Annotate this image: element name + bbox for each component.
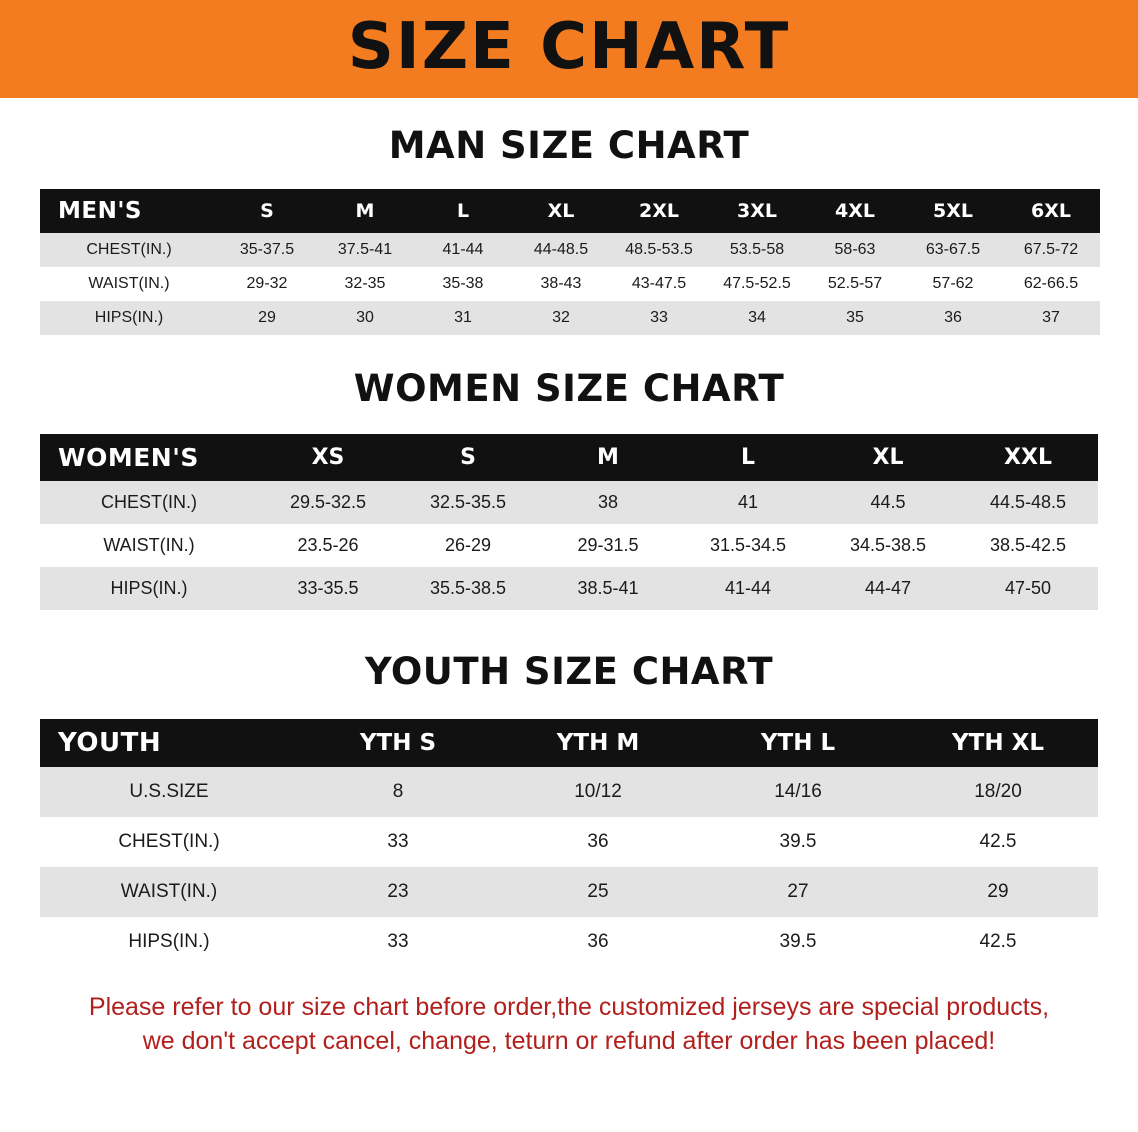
- women-size-header: M: [538, 434, 678, 481]
- man-size-header: 2XL: [610, 189, 708, 233]
- page-title: SIZE CHART: [347, 10, 791, 84]
- man-cell: 29: [218, 301, 316, 335]
- women-row-label: CHEST(IN.): [40, 481, 258, 524]
- youth-cell: 18/20: [898, 767, 1098, 817]
- man-cell: 62-66.5: [1002, 267, 1100, 301]
- women-section-title: WOMEN SIZE CHART: [353, 367, 785, 410]
- man-cell: 33: [610, 301, 708, 335]
- man-size-header: 4XL: [806, 189, 904, 233]
- youth-cell: 8: [298, 767, 498, 817]
- women-cell: 38: [538, 481, 678, 524]
- man-cell: 30: [316, 301, 414, 335]
- women-row-label: HIPS(IN.): [40, 567, 258, 610]
- man-cell: 44-48.5: [512, 233, 610, 267]
- man-cell: 32-35: [316, 267, 414, 301]
- youth-cell: 23: [298, 867, 498, 917]
- women-cell: 26-29: [398, 524, 538, 567]
- disclaimer-line-2: we don't accept cancel, change, teturn or refund after order has been placed!: [142, 1026, 996, 1055]
- man-cell: 37: [1002, 301, 1100, 335]
- women-cell: 44.5: [818, 481, 958, 524]
- youth-table-wrapper: [40, 719, 1098, 967]
- man-size-header: L: [414, 189, 512, 233]
- youth-size-header: YTH M: [498, 719, 698, 767]
- man-cell: 36: [904, 301, 1002, 335]
- youth-section-title: YOUTH SIZE CHART: [364, 650, 774, 693]
- youth-cell: 10/12: [498, 767, 698, 817]
- women-size-header: XXL: [958, 434, 1098, 481]
- youth-cell: 36: [498, 817, 698, 867]
- youth-cell: 39.5: [698, 817, 898, 867]
- women-size-header: XL: [818, 434, 958, 481]
- youth-size-header: YTH XL: [898, 719, 1098, 767]
- youth-size-table: [40, 719, 1098, 967]
- table-row: [40, 524, 1098, 567]
- man-cell: 35: [806, 301, 904, 335]
- youth-row-label: CHEST(IN.): [40, 817, 298, 867]
- women-cell: 23.5-26: [258, 524, 398, 567]
- women-corner-label: WOMEN'S: [40, 434, 258, 481]
- women-cell: 34.5-38.5: [818, 524, 958, 567]
- man-cell: 53.5-58: [708, 233, 806, 267]
- youth-corner-label: YOUTH: [40, 719, 298, 767]
- table-row: [40, 817, 1098, 867]
- man-cell: 43-47.5: [610, 267, 708, 301]
- women-size-table: [40, 434, 1098, 610]
- women-cell: 44.5-48.5: [958, 481, 1098, 524]
- man-size-header: 6XL: [1002, 189, 1100, 233]
- table-row: [40, 267, 1100, 301]
- youth-cell: 42.5: [898, 917, 1098, 967]
- table-row: [40, 567, 1098, 610]
- women-cell: 41: [678, 481, 818, 524]
- table-row: [40, 233, 1100, 267]
- youth-cell: 27: [698, 867, 898, 917]
- table-row: [40, 917, 1098, 967]
- women-cell: 38.5-41: [538, 567, 678, 610]
- women-cell: 47-50: [958, 567, 1098, 610]
- man-cell: 47.5-52.5: [708, 267, 806, 301]
- youth-cell: 42.5: [898, 817, 1098, 867]
- youth-cell: 25: [498, 867, 698, 917]
- man-size-table: [40, 189, 1100, 335]
- women-cell: 32.5-35.5: [398, 481, 538, 524]
- disclaimer-note: [40, 991, 1098, 1059]
- table-row: [40, 481, 1098, 524]
- man-cell: 57-62: [904, 267, 1002, 301]
- women-size-header: L: [678, 434, 818, 481]
- women-cell: 31.5-34.5: [678, 524, 818, 567]
- man-cell: 58-63: [806, 233, 904, 267]
- man-cell: 29-32: [218, 267, 316, 301]
- man-cell: 34: [708, 301, 806, 335]
- man-section-title: MAN SIZE CHART: [388, 124, 750, 167]
- women-cell: 38.5-42.5: [958, 524, 1098, 567]
- youth-cell: 36: [498, 917, 698, 967]
- man-cell: 35-38: [414, 267, 512, 301]
- disclaimer-line-1: Please refer to our size chart before order,the customized jerseys are special products,: [88, 993, 1050, 1021]
- youth-size-header: YTH S: [298, 719, 498, 767]
- man-cell: 48.5-53.5: [610, 233, 708, 267]
- man-corner-label: MEN'S: [40, 189, 218, 233]
- women-size-header: XS: [258, 434, 398, 481]
- youth-header-row: [40, 719, 1098, 767]
- man-cell: 63-67.5: [904, 233, 1002, 267]
- youth-size-header: YTH L: [698, 719, 898, 767]
- man-cell: 37.5-41: [316, 233, 414, 267]
- table-row: [40, 867, 1098, 917]
- women-cell: 35.5-38.5: [398, 567, 538, 610]
- women-table-wrapper: [40, 434, 1098, 610]
- man-size-header: 3XL: [708, 189, 806, 233]
- women-row-label: WAIST(IN.): [40, 524, 258, 567]
- women-header-row: [40, 434, 1098, 481]
- man-cell: 35-37.5: [218, 233, 316, 267]
- youth-cell: 33: [298, 817, 498, 867]
- man-cell: 52.5-57: [806, 267, 904, 301]
- man-size-header: 5XL: [904, 189, 1002, 233]
- man-cell: 38-43: [512, 267, 610, 301]
- women-size-header: S: [398, 434, 538, 481]
- women-cell: 33-35.5: [258, 567, 398, 610]
- youth-row-label: HIPS(IN.): [40, 917, 298, 967]
- page-banner: [0, 0, 1138, 98]
- youth-row-label: U.S.SIZE: [40, 767, 298, 817]
- man-size-header: S: [218, 189, 316, 233]
- man-cell: 32: [512, 301, 610, 335]
- man-size-header: XL: [512, 189, 610, 233]
- women-cell: 29-31.5: [538, 524, 678, 567]
- youth-row-label: WAIST(IN.): [40, 867, 298, 917]
- man-table-wrapper: [40, 189, 1098, 335]
- man-row-label: WAIST(IN.): [40, 267, 218, 301]
- women-cell: 29.5-32.5: [258, 481, 398, 524]
- man-row-label: HIPS(IN.): [40, 301, 218, 335]
- table-row: [40, 767, 1098, 817]
- man-cell: 41-44: [414, 233, 512, 267]
- youth-cell: 29: [898, 867, 1098, 917]
- women-cell: 41-44: [678, 567, 818, 610]
- youth-cell: 14/16: [698, 767, 898, 817]
- table-row: [40, 301, 1100, 335]
- man-cell: 31: [414, 301, 512, 335]
- man-cell: 67.5-72: [1002, 233, 1100, 267]
- man-row-label: CHEST(IN.): [40, 233, 218, 267]
- man-size-header: M: [316, 189, 414, 233]
- youth-cell: 33: [298, 917, 498, 967]
- youth-cell: 39.5: [698, 917, 898, 967]
- women-cell: 44-47: [818, 567, 958, 610]
- man-header-row: [40, 189, 1100, 233]
